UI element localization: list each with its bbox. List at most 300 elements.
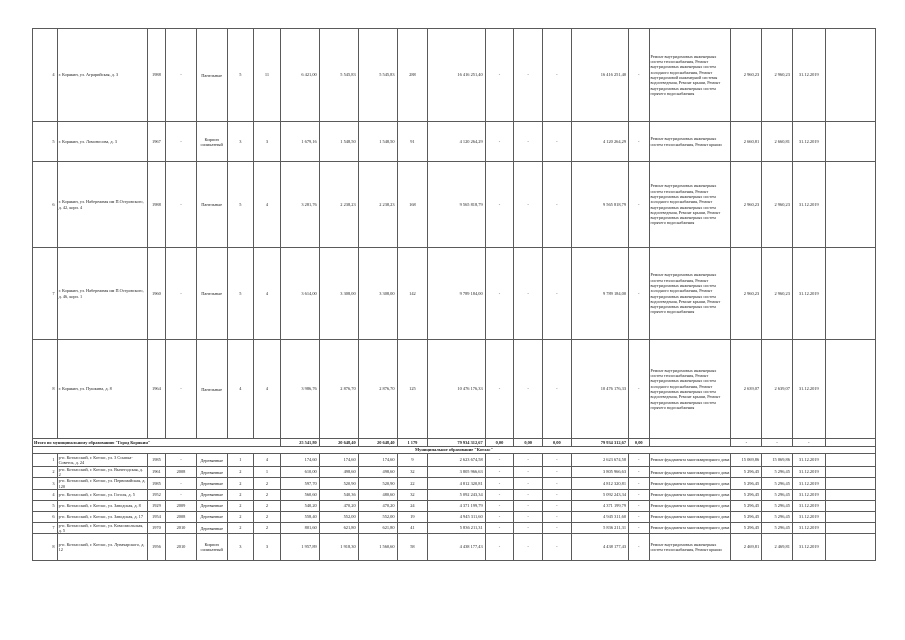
cell-date: 31.12.2019 [792,340,825,439]
cell-works: Ремонт фундамента многоквартирного дома [649,522,731,533]
cell-c5: - [629,454,649,467]
cell-area-total: 558,40 [280,511,319,522]
total-area-res: 20 648,40 [358,439,397,447]
cell-area-total: 1 679,16 [280,122,319,162]
cell-cost: 4 371 199,79 [428,500,485,511]
cell-floors: 5 [227,29,254,122]
empty-cell [825,248,875,340]
cell-unit2: 2 960,23 [762,162,793,248]
cell-area-living: 552,00 [319,511,358,522]
cell-area-res: 621,80 [358,522,397,533]
cell-entrances: 3 [254,122,281,162]
total-label: Итого по муниципальному образованию "Город Корякин" [33,439,281,447]
cell-n: 8 [33,534,58,561]
cell-residents: 32 [397,467,428,478]
cell-area-total: 560,60 [280,489,319,500]
cell-cost-total: 5 092 243,34 [571,489,628,500]
cell-area-total: 801,60 [280,522,319,533]
cell-material: Деревянные [196,478,227,489]
cell-works: Ремонт фундамента многоквартирного дома [649,511,731,522]
cell-year2: 2008 [166,467,197,478]
cell-c2: - [514,248,543,340]
cell-c1: - [485,162,514,248]
register-body [33,29,876,561]
cell-cost-total: 5 836 211,31 [571,522,628,533]
table-row [33,467,876,478]
cell-c2: - [514,489,543,500]
cell-unit2: 5 296,45 [762,500,793,511]
cell-c1: - [485,534,514,561]
table-row [33,478,876,489]
cell-entrances: 2 [254,478,281,489]
cell-area-living: 470,20 [319,500,358,511]
cell-area-living: 2 238,23 [319,162,358,248]
cell-unit1: 5 296,45 [731,467,762,478]
cell-c1: - [485,122,514,162]
empty-cell [825,122,875,162]
cell-c2: - [514,467,543,478]
empty-cell [825,489,875,500]
cell-material: Деревянные [196,522,227,533]
table-row [33,500,876,511]
cell-n: 6 [33,162,58,248]
cell-works: Ремонт внутридомовых инженерных систем теплоснабжения, Ремонт крыши [649,534,731,561]
cell-floors: 3 [227,122,254,162]
cell-c5: - [629,489,649,500]
cell-c3: - [543,511,572,522]
cell-address: р-п. Котласский, г. Котлас, ул. Первомайская, д. 120 [58,478,146,489]
table-row [33,29,876,122]
cell-residents: 142 [397,248,428,340]
cell-cost-total: 3 805 966,63 [571,467,628,478]
total-c5: 0,00 [629,439,649,447]
cell-year: 1985 [147,478,165,489]
cell-area-total: 3 614,00 [280,248,319,340]
cell-year: 1956 [147,534,165,561]
cell-residents: 9 [397,454,428,467]
cell-cost-total: 4 945 311,60 [571,511,628,522]
cell-c2: - [514,122,543,162]
cell-address: р-п. Котласский, г. Котлас, ул. Заводская, д. 8 [57,500,147,511]
cell-unit1: 2 960,23 [731,29,762,122]
cell-date: 31.12.2019 [792,489,825,500]
cell-date: 31.12.2019 [792,162,825,248]
cell-unit1: 2 469,81 [731,534,762,561]
empty-cell [825,340,875,439]
cell-area-res: 2 876,70 [358,340,397,439]
cell-address: г. Корякин, ул. Набережная им П.Островского, д. 42, корп. 4 [57,162,147,248]
cell-n: 7 [33,522,58,533]
cell-year2: - [166,122,197,162]
cell-area-res: 1 560,60 [358,534,397,561]
cell-cost: 4 120 264,29 [428,122,485,162]
cell-year: 1988 [147,162,165,248]
cell-cost: 5 092 243,34 [428,489,485,500]
cell-c1: - [485,340,514,439]
cell-c2: - [514,162,543,248]
cell-unit1: 5 296,45 [731,478,762,489]
cell-floors: 1 [227,454,254,467]
cell-entrances: 4 [254,454,281,467]
cell-c3: - [543,248,572,340]
cell-n: 6 [33,511,58,522]
cell-address: р-п. Котласский, г. Котлас, ул. Комсомольская, д. 5 [57,522,147,533]
cell-material: Панельные [196,340,227,439]
cell-works: Ремонт внутридомовых инженерных систем теплоснабжения, Ремонт внутридомовых инженерных систем холодного водоснабжения, Ремонт внутридомовых инженерных систем водоотведения, Ремонт крыши, Ремонт внутридомовых инженерных систем горячего водоснабжения [649,340,731,439]
cell-area-res: 1 548,50 [358,122,397,162]
capital-repair-register-sheet [32,28,876,605]
cell-c3: - [543,522,572,533]
cell-area-total: 610,00 [280,467,319,478]
cell-c5: - [629,29,649,122]
cell-year2: 2008 [166,511,197,522]
total-dash3: - [792,439,825,447]
cell-floors: 2 [227,511,254,522]
cell-works: Ремонт фундамента многоквартирного дома [649,478,731,489]
cell-works: Ремонт внутридомовых инженерных систем теплоснабжения, Ремонт внутридомовых инженерных систем холодного водоснабжения, Ремонт внутридомовой инженерной системы водоотведения, Ремонт крыши, Ремонт внутридомовых инженерных систем горячего водоснабжения [649,29,731,122]
cell-year2: - [166,29,197,122]
cell-residents: 19 [397,511,428,522]
cell-unit1: 5 296,45 [731,500,762,511]
cell-area-living: 174,60 [319,454,358,467]
cell-unit1: 5 296,45 [731,511,762,522]
total-cost: 79 934 312,67 [428,439,485,447]
cell-residents: 24 [397,500,428,511]
cell-floors: 4 [227,340,254,439]
cell-year2: 2009 [166,500,197,511]
empty-cell [825,511,875,522]
cell-n: 5 [33,500,58,511]
cell-unit1: 2 639,07 [731,340,762,439]
cell-area-total: 174,60 [280,454,319,467]
cell-c1: - [485,522,514,533]
cell-c3: - [543,500,572,511]
cell-entrances: 2 [254,500,281,511]
cell-cost-total: 9 789 184,00 [571,248,628,340]
cell-area-total: 3 986,76 [280,340,319,439]
cell-year2: - [166,162,197,248]
empty-cell [825,534,875,561]
cell-works: Ремонт внутридомовых инженерных систем теплоснабжения, Ремонт крыши [649,122,731,162]
cell-material: Деревянные [196,467,227,478]
cell-area-living: 1 548,50 [319,122,358,162]
cell-material: Деревянные [196,489,227,500]
cell-unit1: 2 960,23 [731,162,762,248]
cell-unit1: 5 296,45 [731,489,762,500]
cell-year: 1929 [147,500,165,511]
cell-unit1: 2 660,81 [731,122,762,162]
cell-date: 31.12.2019 [792,122,825,162]
empty-cell [825,454,875,467]
cell-area-res: 470,20 [358,500,397,511]
cell-year: 1952 [147,489,165,500]
cell-n: 8 [33,340,58,439]
total-c3: 0,00 [543,439,572,447]
cell-unit2: 5 296,45 [762,467,793,478]
cell-c3: - [543,534,572,561]
total-cost-total: 79 934 312,67 [571,439,628,447]
cell-cost-total: 4 438 177,43 [571,534,628,561]
cell-c5: - [629,340,649,439]
cell-c3: - [543,340,572,439]
cell-c2: - [514,29,543,122]
cell-c2: - [514,534,543,561]
cell-cost-total: 4 812 320,81 [571,478,628,489]
cell-unit2: 2 660,81 [762,122,793,162]
cell-year: 1988 [147,29,165,122]
cell-floors: 2 [227,500,254,511]
cell-floors: 2 [227,489,254,500]
cell-area-res: 552,00 [358,511,397,522]
cell-c3: - [543,478,572,489]
cell-residents: 22 [397,478,428,489]
cell-area-res: 498,60 [358,467,397,478]
total-area-living: 20 648,40 [319,439,358,447]
cell-unit1: 5 296,45 [731,522,762,533]
cell-cost-total: 4 120 264,29 [571,122,628,162]
cell-c5: - [629,162,649,248]
cell-works: Ремонт фундамента многоквартирного дома [649,467,731,478]
cell-unit2: 15 069,86 [762,454,793,467]
cell-c5: - [629,511,649,522]
cell-c5: - [629,522,649,533]
cell-year: 1954 [147,511,165,522]
cell-year: 1967 [147,122,165,162]
cell-material: Панельные [196,162,227,248]
cell-c3: - [543,489,572,500]
cell-works: Ремонт внутридомовых инженерных систем теплоснабжения, Ремонт внутридомовых инженерных систем холодного водоснабжения, Ремонт внутридомовых инженерных систем водоотведения, Ремонт крыши, Ремонт внутридомовых инженерных систем горячего водоснабжения [649,248,731,340]
cell-area-res: 520,90 [358,478,397,489]
total-area-total: 25 541,80 [280,439,319,447]
cell-cost-total: 10 476 176,33 [571,340,628,439]
cell-works: Ремонт внутридомовых инженерных систем теплоснабжения, Ремонт внутридомовых инженерных систем холодного водоснабжения, Ремонт внутридомовых инженерных систем водоотведения, Ремонт крыши, Ремонт внутридомовых инженерных систем горячего водоснабжения [649,162,731,248]
cell-entrances: 4 [254,340,281,439]
cell-n: 1 [33,454,58,467]
cell-year: 1985 [147,454,165,467]
cell-n: 2 [33,467,58,478]
cell-n: 5 [33,122,58,162]
empty-cell [825,467,875,478]
cell-floors: 5 [227,162,254,248]
table-row [33,162,876,248]
cell-unit1: 2 960,23 [731,248,762,340]
cell-entrances: 2 [254,511,281,522]
table-row [33,522,876,533]
cell-area-living: 621,80 [319,522,358,533]
cell-date: 31.12.2019 [792,500,825,511]
cell-area-res: 2 238,23 [358,162,397,248]
cell-date: 31.12.2019 [792,522,825,533]
cell-area-living: 520,90 [319,478,358,489]
cell-c2: - [514,454,543,467]
cell-residents: 41 [397,522,428,533]
cell-cost: 9 789 184,00 [428,248,485,340]
cell-residents: 58 [397,534,428,561]
table-row [33,340,876,439]
total-dash2: - [762,439,793,447]
cell-area-living: 540,36 [319,489,358,500]
cell-floors: 5 [227,248,254,340]
cell-date: 31.12.2019 [792,29,825,122]
cell-entrances: 4 [254,248,281,340]
empty-cell [825,500,875,511]
cell-year2: 2010 [166,522,197,533]
cell-c1: - [485,511,514,522]
cell-area-res: 480,60 [358,489,397,500]
cell-material: Кирпич силикатный [196,122,227,162]
cell-cost: 2 623 674,58 [428,454,485,467]
cell-year2: - [166,340,197,439]
total-c2: 0,00 [514,439,543,447]
cell-cost-total: 4 371 199,79 [571,500,628,511]
cell-material: Панельные [196,248,227,340]
cell-cost: 16 416 251,40 [428,29,485,122]
cell-c1: - [485,454,514,467]
table-row [33,489,876,500]
cell-year2: - [166,454,197,467]
cell-c2: - [514,511,543,522]
cell-n: 4 [33,29,58,122]
cell-address: г. Корякин, ул. Пушкина, д. 8 [57,340,147,439]
cell-residents: 125 [397,340,428,439]
cell-unit1: 15 069,86 [731,454,762,467]
cell-floors: 3 [227,534,254,561]
cell-address: г. Корякин, ул. Ломоносова, д. 3 [57,122,147,162]
cell-c3: - [543,467,572,478]
cell-address: р-п. Котласский, г. Котлас, ул. 3 Ссыпка-Советск, д. 24 [57,454,147,467]
cell-residents: 168 [397,162,428,248]
cell-cost: 9 565 818,79 [428,162,485,248]
cell-year: 1961 [147,467,165,478]
empty-cell [825,478,875,489]
cell-c3: - [543,29,572,122]
cell-area-living: 1 918,30 [319,534,358,561]
cell-c1: - [485,500,514,511]
cell-address: р-п. Котласский, г. Котлас, ул. Заводская, д. 17 [57,511,147,522]
cell-material: Деревянные [196,454,227,467]
cell-unit2: 2 960,23 [762,29,793,122]
cell-year: 1960 [147,248,165,340]
cell-year2: 2010 [166,534,197,561]
cell-c5: - [629,500,649,511]
cell-floors: 2 [227,522,254,533]
cell-n: 4 [33,489,58,500]
cell-c2: - [514,522,543,533]
cell-date: 31.12.2019 [792,248,825,340]
cell-area-total: 597,70 [280,478,319,489]
table-row [33,454,876,467]
cell-residents: 288 [397,29,428,122]
cell-area-living: 5 545,83 [319,29,358,122]
table-row [33,248,876,340]
cell-area-total: 3 281,76 [280,162,319,248]
cell-address: г. Корякин, ул. Набережная им П.Островского, д. 46, корп. 1 [57,248,147,340]
cell-c2: - [514,340,543,439]
cell-area-living: 2 876,70 [319,340,358,439]
cell-unit2: 5 296,45 [762,478,793,489]
cell-address: р-п. Котласский, г. Котлас, ул. Вычегодская, д. 2 [57,467,147,478]
cell-c5: - [629,478,649,489]
cell-area-total: 540,20 [280,500,319,511]
cell-residents: 91 [397,122,428,162]
cell-residents: 32 [397,489,428,500]
cell-cost: 5 836 211,31 [428,522,485,533]
cell-cost-total: 16 416 251,40 [571,29,628,122]
cell-cost: 4 812 320,81 [428,478,485,489]
cell-entrances: 3 [254,534,281,561]
cell-cost: 3 805 966,63 [428,467,485,478]
cell-works: Ремонт фундамента многоквартирного дома [649,489,731,500]
cell-year: 1970 [147,522,165,533]
cell-cost: 4 945 311,60 [428,511,485,522]
empty-cell [825,29,875,122]
cell-c1: - [485,29,514,122]
cell-unit2: 5 296,45 [762,489,793,500]
cell-c1: - [485,248,514,340]
cell-unit2: 2 469,81 [762,534,793,561]
cell-year2: - [166,478,197,489]
empty-cell [825,522,875,533]
cell-area-living: 498,60 [319,467,358,478]
cell-address: г. Корякин, ул. Аграрийская, д. 3 [57,29,147,122]
cell-c5: - [629,534,649,561]
cell-area-res: 3 308,00 [358,248,397,340]
cell-area-total: 1 957,89 [280,534,319,561]
empty-cell [825,439,875,447]
total-residents: 1 179 [397,439,428,447]
cell-cost-total: 2 623 674,58 [571,454,628,467]
total-row [33,439,876,447]
cell-unit2: 2 639,07 [762,340,793,439]
cell-date: 31.12.2019 [792,511,825,522]
cell-unit2: 5 296,45 [762,522,793,533]
cell-floors: 2 [227,467,254,478]
repair-register-table [32,28,876,561]
cell-c5: - [629,122,649,162]
cell-area-res: 5 545,83 [358,29,397,122]
cell-address: р-п. Котласский, г. Котлас, ул. Луначарского, д. 12 [57,534,147,561]
table-row [33,534,876,561]
cell-c5: - [629,467,649,478]
cell-date: 31.12.2019 [792,454,825,467]
cell-area-res: 174,60 [358,454,397,467]
total-c1: 0,00 [485,439,514,447]
cell-material: Кирпич силикатный [196,534,227,561]
cell-c3: - [543,122,572,162]
cell-entrances: 4 [254,162,281,248]
table-row [33,511,876,522]
cell-works: Ремонт фундамента многоквартирного дома [649,500,731,511]
cell-material: Панельные [196,29,227,122]
cell-material: Деревянные [196,511,227,522]
cell-c3: - [543,454,572,467]
cell-c2: - [514,478,543,489]
cell-c1: - [485,467,514,478]
cell-entrances: 1 [254,467,281,478]
cell-unit2: 5 296,45 [762,511,793,522]
cell-works: Ремонт фундамента многоквартирного дома [649,454,731,467]
cell-year: 1964 [147,340,165,439]
cell-c2: - [514,500,543,511]
cell-area-total: 6 421,00 [280,29,319,122]
cell-cost: 10 476 176,33 [428,340,485,439]
cell-cost-total: 9 565 818,79 [571,162,628,248]
cell-area-living: 3 308,00 [319,248,358,340]
municipality-header-row [33,447,876,454]
municipality-title: Муниципальное образование "Котлас" [33,447,876,454]
cell-date: 31.12.2019 [792,534,825,561]
empty-cell [825,162,875,248]
